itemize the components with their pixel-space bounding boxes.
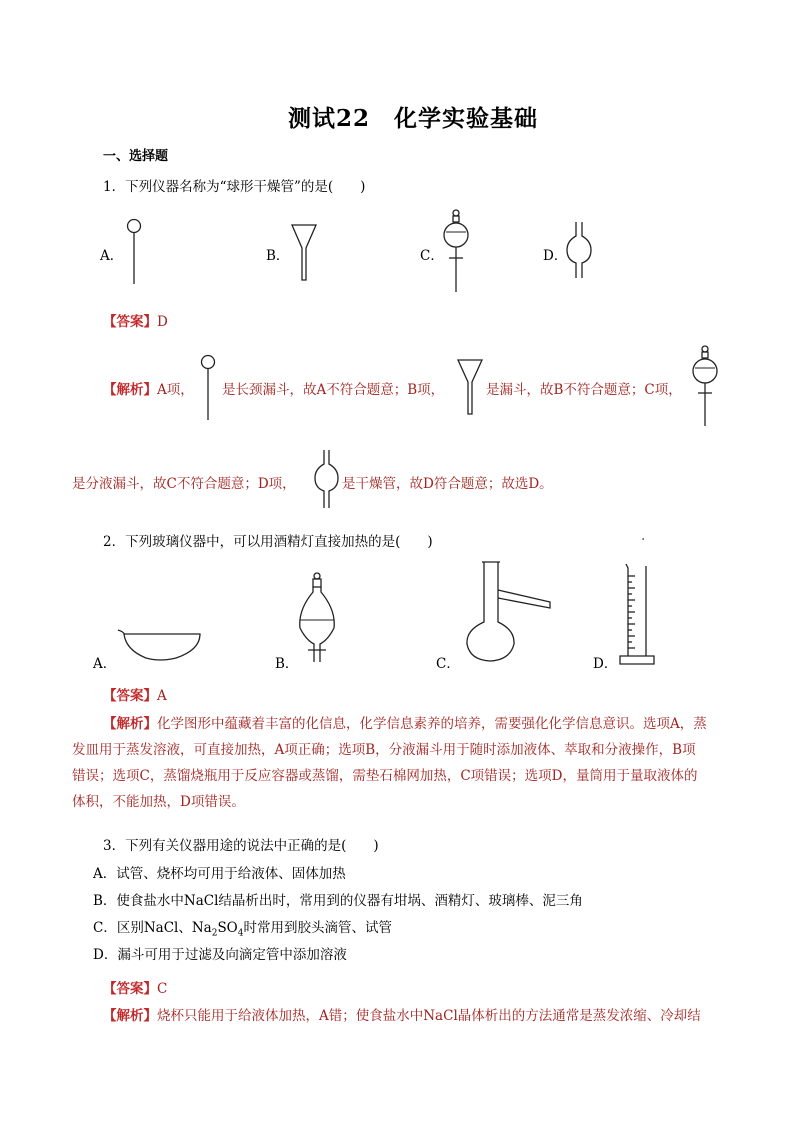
analysis-label: 【解析】	[103, 382, 157, 398]
q3-analysis-line1	[103, 1004, 701, 1024]
answer-value: D	[157, 314, 168, 330]
q1-option-b: B．	[266, 248, 290, 264]
analysis-line: 体积，不能加热，D项错误。	[72, 794, 245, 810]
drying-tube-icon	[314, 448, 340, 510]
analysis-text: 化学图形中蕴藏着丰富的化信息，化学信息素养的培养，需要强化化学信息意识。选项A，蒸	[157, 716, 707, 732]
q3-option-d: D．漏斗可用于过滤及向滴定管中添加溶液	[93, 947, 347, 963]
distilling-flask-icon	[464, 560, 556, 664]
q2-answer	[103, 684, 167, 704]
analysis-text: 烧杯只能用于给液体加热，A错；使食盐水中NaCl晶体析出的方法通常是蒸发浓缩、冷却结	[157, 1008, 701, 1024]
stray-dot: .	[641, 528, 646, 544]
q3-option-b: B．使食盐水中NaCl结晶析出时，常用到的仪器有坩埚、酒精灯、玻璃棒、泥三角	[93, 893, 583, 909]
drying-tube-icon	[566, 220, 594, 280]
subscript: 4	[237, 928, 244, 939]
analysis-text: A项，	[157, 382, 194, 398]
q2-option-c: C．	[436, 656, 460, 672]
page-title: 测试22 化学实验基础	[288, 105, 539, 132]
long-neck-funnel-icon	[197, 352, 221, 422]
analysis-line: 错误；选项C，蒸馏烧瓶用于反应容器或蒸馏，需垫石棉网加热，C项错误；选项D，量筒用于量取液体的	[72, 768, 698, 784]
q2-option-a: A．	[93, 656, 117, 672]
q3-answer	[103, 977, 167, 997]
answer-label: 【答案】	[103, 314, 157, 330]
answer-value: C	[157, 981, 168, 997]
q2-option-d: D．	[593, 656, 618, 672]
analysis-label: 【解析】	[103, 716, 157, 732]
q2-analysis	[72, 711, 732, 815]
analysis-text: 是干燥管，故D符合题意；故选D。	[342, 476, 553, 492]
graduated-cylinder-icon	[618, 562, 660, 666]
q3-option-c	[93, 916, 392, 939]
funnel-icon	[290, 222, 320, 282]
q1-analysis-line1	[103, 378, 194, 398]
q1-answer	[103, 310, 168, 330]
long-neck-funnel-icon	[124, 214, 148, 286]
q3-stem: 3．下列有关仪器用途的说法中正确的是( )	[103, 838, 379, 854]
analysis-line: 发皿用于蒸发溶液，可直接加热，A项正确；选项B，分液漏斗用于随时添加液体、萃取和分液操作，B项	[72, 742, 696, 758]
analysis-text: 是分液漏斗，故C不符合题意；D项，	[72, 476, 296, 492]
analysis-label: 【解析】	[103, 1008, 157, 1024]
separatory-funnel-icon	[440, 208, 474, 294]
funnel-icon	[457, 358, 485, 416]
answer-value: A	[157, 688, 167, 704]
analysis-line	[72, 711, 732, 737]
analysis-text: 是漏斗，故B不符合题意；C项，	[486, 382, 682, 398]
q2-stem: 2．下列玻璃仪器中，可以用酒精灯直接加热的是( )	[103, 534, 433, 550]
q1-option-a: A．	[100, 248, 124, 264]
evaporating-dish-icon	[116, 626, 206, 664]
separatory-funnel-icon	[690, 344, 722, 428]
q3-option-a: A．试管、烧杯均可用于给液体、固体加热	[93, 866, 346, 882]
q1-option-c: C．	[420, 248, 444, 264]
q1-stem: 1．下列仪器名称为“球形干燥管”的是( )	[103, 179, 366, 195]
q2-option-b: B．	[275, 656, 299, 672]
answer-label: 【答案】	[103, 688, 157, 704]
analysis-text: 是长颈漏斗，故A不符合题意；B项，	[222, 382, 445, 398]
option-text: 时常用到胶头滴管、试管	[243, 920, 392, 936]
section-heading: 一、选择题	[103, 149, 169, 164]
subscript: 2	[211, 928, 218, 939]
option-text: C．区别NaCl、Na	[93, 920, 212, 936]
q1-option-d: D．	[543, 248, 568, 264]
option-text: SO	[217, 920, 238, 936]
answer-label: 【答案】	[103, 981, 157, 997]
separatory-funnel-pear-icon	[296, 570, 340, 666]
